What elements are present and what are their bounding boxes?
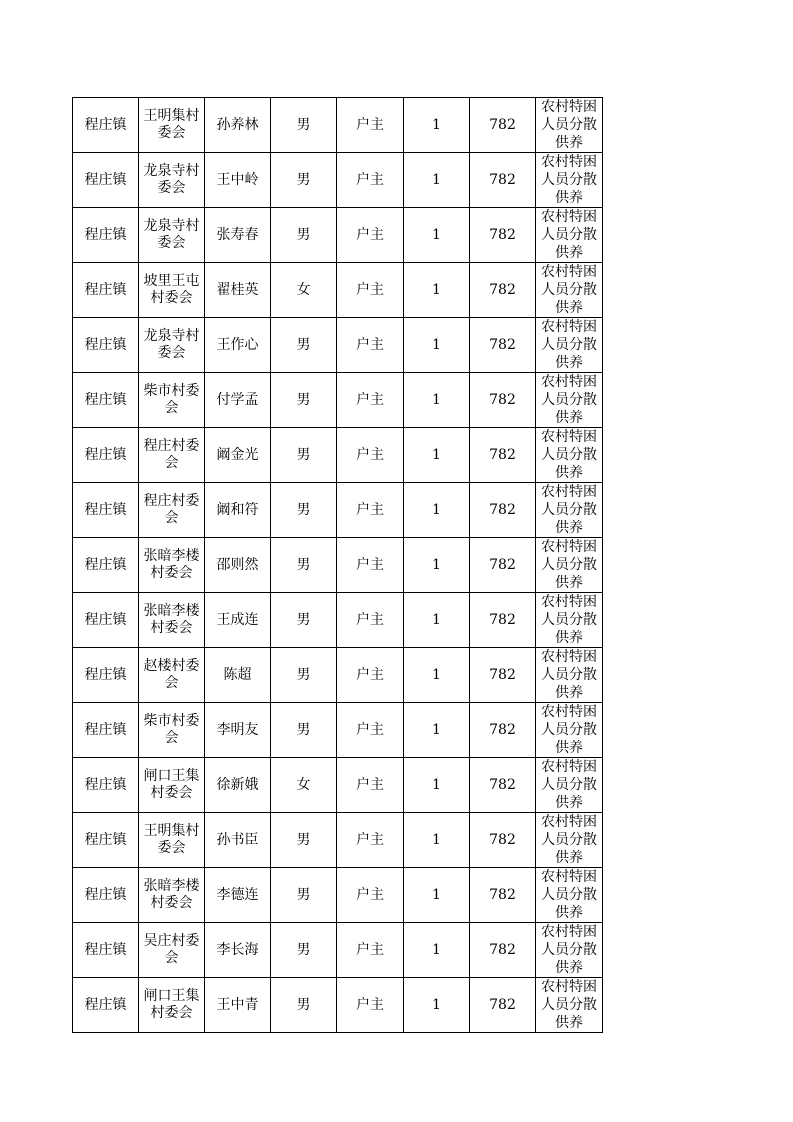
village-committee-cell: 柴市村委会	[139, 703, 205, 758]
table-row	[73, 373, 603, 428]
name-cell: 王中岭	[205, 153, 271, 208]
table-row	[73, 758, 603, 813]
gender-cell: 男	[271, 428, 337, 483]
category-cell: 农村特困人员分散供养	[536, 648, 603, 703]
name-cell: 邵则然	[205, 538, 271, 593]
town-cell: 程庄镇	[73, 648, 139, 703]
table-row	[73, 813, 603, 868]
household-size-cell: 1	[404, 978, 470, 1033]
relation-cell: 户主	[337, 428, 404, 483]
relation-cell: 户主	[337, 263, 404, 318]
village-committee-cell: 闸口王集村委会	[139, 758, 205, 813]
category-cell: 农村特困人员分散供养	[536, 373, 603, 428]
amount-cell: 782	[470, 153, 536, 208]
category-cell: 农村特困人员分散供养	[536, 538, 603, 593]
gender-cell: 男	[271, 153, 337, 208]
gender-cell: 男	[271, 373, 337, 428]
household-size-cell: 1	[404, 538, 470, 593]
relation-cell: 户主	[337, 538, 404, 593]
household-size-cell: 1	[404, 263, 470, 318]
village-committee-cell: 龙泉寺村委会	[139, 153, 205, 208]
category-cell: 农村特困人员分散供养	[536, 153, 603, 208]
village-committee-cell: 坡里王屯村委会	[139, 263, 205, 318]
amount-cell: 782	[470, 593, 536, 648]
gender-cell: 男	[271, 98, 337, 153]
gender-cell: 男	[271, 483, 337, 538]
name-cell: 阚和符	[205, 483, 271, 538]
category-cell: 农村特困人员分散供养	[536, 318, 603, 373]
household-size-cell: 1	[404, 593, 470, 648]
gender-cell: 男	[271, 593, 337, 648]
amount-cell: 782	[470, 208, 536, 263]
town-cell: 程庄镇	[73, 263, 139, 318]
village-committee-cell: 张暗李楼村委会	[139, 868, 205, 923]
relation-cell: 户主	[337, 98, 404, 153]
household-size-cell: 1	[404, 758, 470, 813]
gender-cell: 男	[271, 208, 337, 263]
household-size-cell: 1	[404, 318, 470, 373]
amount-cell: 782	[470, 813, 536, 868]
town-cell: 程庄镇	[73, 703, 139, 758]
village-committee-cell: 张暗李楼村委会	[139, 538, 205, 593]
amount-cell: 782	[470, 758, 536, 813]
amount-cell: 782	[470, 428, 536, 483]
relation-cell: 户主	[337, 318, 404, 373]
household-size-cell: 1	[404, 868, 470, 923]
amount-cell: 782	[470, 483, 536, 538]
relation-cell: 户主	[337, 978, 404, 1033]
amount-cell: 782	[470, 868, 536, 923]
relation-cell: 户主	[337, 868, 404, 923]
amount-cell: 782	[470, 978, 536, 1033]
town-cell: 程庄镇	[73, 758, 139, 813]
household-size-cell: 1	[404, 483, 470, 538]
gender-cell: 男	[271, 978, 337, 1033]
gender-cell: 男	[271, 703, 337, 758]
table-row	[73, 978, 603, 1033]
category-cell: 农村特困人员分散供养	[536, 98, 603, 153]
table-row	[73, 648, 603, 703]
town-cell: 程庄镇	[73, 98, 139, 153]
table-row	[73, 703, 603, 758]
amount-cell: 782	[470, 648, 536, 703]
name-cell: 张寿春	[205, 208, 271, 263]
category-cell: 农村特困人员分散供养	[536, 263, 603, 318]
table-row	[73, 98, 603, 153]
name-cell: 徐新娥	[205, 758, 271, 813]
amount-cell: 782	[470, 373, 536, 428]
village-committee-cell: 闸口王集村委会	[139, 978, 205, 1033]
town-cell: 程庄镇	[73, 978, 139, 1033]
household-size-cell: 1	[404, 428, 470, 483]
category-cell: 农村特困人员分散供养	[536, 483, 603, 538]
table-row	[73, 263, 603, 318]
table-row	[73, 868, 603, 923]
category-cell: 农村特困人员分散供养	[536, 868, 603, 923]
town-cell: 程庄镇	[73, 483, 139, 538]
gender-cell: 女	[271, 758, 337, 813]
name-cell: 付学孟	[205, 373, 271, 428]
category-cell: 农村特困人员分散供养	[536, 703, 603, 758]
household-size-cell: 1	[404, 208, 470, 263]
amount-cell: 782	[470, 318, 536, 373]
name-cell: 李德连	[205, 868, 271, 923]
amount-cell: 782	[470, 923, 536, 978]
relation-cell: 户主	[337, 703, 404, 758]
household-size-cell: 1	[404, 703, 470, 758]
table-row	[73, 318, 603, 373]
town-cell: 程庄镇	[73, 208, 139, 263]
category-cell: 农村特困人员分散供养	[536, 208, 603, 263]
name-cell: 陈超	[205, 648, 271, 703]
amount-cell: 782	[470, 703, 536, 758]
town-cell: 程庄镇	[73, 428, 139, 483]
village-committee-cell: 赵楼村委会	[139, 648, 205, 703]
relation-cell: 户主	[337, 593, 404, 648]
household-size-cell: 1	[404, 98, 470, 153]
relation-cell: 户主	[337, 813, 404, 868]
table-row	[73, 593, 603, 648]
category-cell: 农村特困人员分散供养	[536, 758, 603, 813]
table-body	[73, 98, 603, 1033]
relation-cell: 户主	[337, 153, 404, 208]
household-size-cell: 1	[404, 648, 470, 703]
category-cell: 农村特困人员分散供养	[536, 593, 603, 648]
town-cell: 程庄镇	[73, 813, 139, 868]
town-cell: 程庄镇	[73, 868, 139, 923]
village-committee-cell: 程庄村委会	[139, 483, 205, 538]
table-row	[73, 208, 603, 263]
relation-cell: 户主	[337, 483, 404, 538]
village-committee-cell: 龙泉寺村委会	[139, 208, 205, 263]
town-cell: 程庄镇	[73, 538, 139, 593]
gender-cell: 男	[271, 868, 337, 923]
household-size-cell: 1	[404, 153, 470, 208]
table-row	[73, 428, 603, 483]
gender-cell: 男	[271, 538, 337, 593]
town-cell: 程庄镇	[73, 153, 139, 208]
name-cell: 翟桂英	[205, 263, 271, 318]
amount-cell: 782	[470, 98, 536, 153]
name-cell: 孙书臣	[205, 813, 271, 868]
beneficiary-table	[72, 97, 603, 1033]
household-size-cell: 1	[404, 923, 470, 978]
name-cell: 李明友	[205, 703, 271, 758]
name-cell: 王成连	[205, 593, 271, 648]
amount-cell: 782	[470, 538, 536, 593]
town-cell: 程庄镇	[73, 593, 139, 648]
village-committee-cell: 程庄村委会	[139, 428, 205, 483]
category-cell: 农村特困人员分散供养	[536, 923, 603, 978]
category-cell: 农村特困人员分散供养	[536, 428, 603, 483]
category-cell: 农村特困人员分散供养	[536, 978, 603, 1033]
village-committee-cell: 柴市村委会	[139, 373, 205, 428]
household-size-cell: 1	[404, 373, 470, 428]
village-committee-cell: 吴庄村委会	[139, 923, 205, 978]
name-cell: 李长海	[205, 923, 271, 978]
gender-cell: 男	[271, 923, 337, 978]
amount-cell: 782	[470, 263, 536, 318]
name-cell: 阚金光	[205, 428, 271, 483]
relation-cell: 户主	[337, 208, 404, 263]
name-cell: 王作心	[205, 318, 271, 373]
relation-cell: 户主	[337, 758, 404, 813]
town-cell: 程庄镇	[73, 318, 139, 373]
table-row	[73, 923, 603, 978]
table-row	[73, 153, 603, 208]
relation-cell: 户主	[337, 648, 404, 703]
town-cell: 程庄镇	[73, 373, 139, 428]
gender-cell: 男	[271, 318, 337, 373]
village-committee-cell: 龙泉寺村委会	[139, 318, 205, 373]
relation-cell: 户主	[337, 373, 404, 428]
village-committee-cell: 张暗李楼村委会	[139, 593, 205, 648]
relation-cell: 户主	[337, 923, 404, 978]
gender-cell: 男	[271, 813, 337, 868]
household-size-cell: 1	[404, 813, 470, 868]
name-cell: 王中青	[205, 978, 271, 1033]
category-cell: 农村特困人员分散供养	[536, 813, 603, 868]
gender-cell: 男	[271, 648, 337, 703]
village-committee-cell: 王明集村委会	[139, 98, 205, 153]
table-row	[73, 538, 603, 593]
town-cell: 程庄镇	[73, 923, 139, 978]
village-committee-cell: 王明集村委会	[139, 813, 205, 868]
table-row	[73, 483, 603, 538]
name-cell: 孙养林	[205, 98, 271, 153]
gender-cell: 女	[271, 263, 337, 318]
